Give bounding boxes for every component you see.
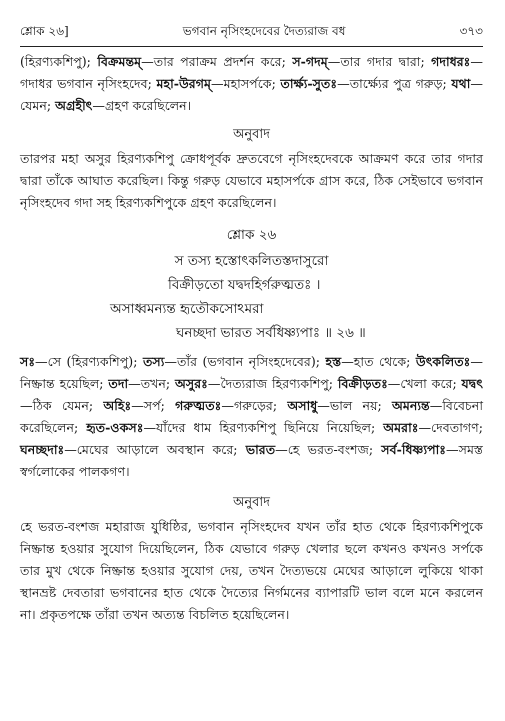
synonym-word: অহিঃ [103,398,132,413]
synonym-meaning: —সে (হিরণ্যকশিপু); [35,354,143,369]
synonym-meaning: —যেমন; [20,76,484,113]
verse-line-3: অসাধ্বমন্যন্ত হৃতৌকসোঽমরা [110,301,264,317]
synonym-word: বিক্রমন্তম্ [97,54,142,69]
synonym-meaning: —হে ভরত-বংশজ; [275,442,382,457]
synonym-word: ভারত [245,442,276,457]
synonyms-verse [20,351,483,483]
synonym-word: অমন্যন্ত [391,398,430,413]
verse-reference: শ্লোক ২৬] [20,24,69,38]
verse-line-4: ঘনচ্ছদা ভারত সর্বধিষ্ণ্যপাঃ ॥ ২৬ ॥ [176,325,366,341]
synonym-word: অসাধু [287,398,318,413]
synonym-meaning: —গরুড়ের; [221,398,288,413]
synonym-meaning: —মহাসর্পকে; [210,76,281,91]
synonym-word: যথা [451,76,471,91]
verse-text [20,249,483,345]
synonym-word: যদ্বৎ [461,376,484,391]
synonym-meaning: —দেবতাগণ; [418,420,483,435]
synonym-meaning: —হাত থেকে; [341,354,416,369]
synonym-meaning: —নিষ্ক্রান্ত হয়েছিল; [20,354,483,391]
synonym-word: অগ্রহীৎ [55,98,93,113]
synonym-word: তস্য [142,354,165,369]
synonym-word: গদাধরঃ [431,54,471,69]
synonym-word: মহা-উরগম্ [156,76,211,91]
page-number: ৩৭৩ [459,24,483,38]
synonym-word: ঘনচ্ছদাঃ [20,442,65,457]
synonym-meaning: —খেলা করে; [387,376,462,391]
synonym-meaning: (হিরণ্যকশিপু); [20,54,98,69]
translation-heading-1: অনুবাদ [233,127,270,142]
translation-text-1: তারপর মহা অসুর হিরণ্যকশিপু ক্রোধপূর্বক দ্রুতবেগে নৃসিংহদেবকে আক্রমণ করে তার গদার দ্বারা তাঁকে আঘাত করেছিল। কিন্তু গরুড় যেভাবে মহাসর্পকে গ্রাস করে, ঠিক সেইভাবে ভগবান নৃসিংহদেব গদা সহ হিরণ্যকশিপুকে গ্রহণ করেছিলেন। [20,151,483,210]
synonym-meaning: —গ্রহণ করেছিলেন। [92,98,192,113]
synonym-meaning: —ভাল নয়; [317,398,392,413]
synonym-word: অমরাঃ [383,420,419,435]
translation-text-2: হে ভরত-বংশজ মহারাজ যুধিষ্ঠির, ভগবান নৃসিংহদেব যখন তাঁর হাত থেকে হিরণ্যকশিপুকে নিষ্ক্রান্ত হওয়ার সুযোগ দিয়েছিলেন, ঠিক যেভাবে গরুড় খেলার ছলে কখনও কখনও সর্পকে তার মুখ থেকে নিষ্ক্রান্ত হওয়ার সুযোগ দেয়, তখন দৈত্যভয়ে মেঘের আড়ালে লুকিয়ে থাকা স্থানভ্রষ্ট দেবতারা ভগবানের হাত থেকে দৈত্যের নির্গমনের ব্যাপারটি ভাল বলে মনে করলেন না। প্রকৃতপক্ষে তাঁরা তখন অত্যন্ত বিচলিত হয়েছিলেন। [20,519,483,622]
synonym-meaning: —তখন; [128,376,176,391]
synonym-meaning: —তার পরাক্রম প্রদর্শন করে; [141,54,293,69]
synonym-word: সঃ [20,354,36,369]
synonym-meaning: —গদাধর ভগবান নৃসিংহদেব; [20,54,483,91]
verse-line-2: বিক্রীড়তো যদ্বদহির্গরুত্মতঃ । [168,277,321,293]
verse-heading: শ্লোক ২৬ [226,227,277,243]
synonym-word: স-গদম্ [292,54,328,69]
synonym-meaning: —দৈত্যরাজ হিরণ্যকশিপু; [207,376,338,391]
synonym-word: অসুরঃ [175,376,208,391]
synonym-word: সর্ব-ধিষ্ণ্যপাঃ [381,442,447,457]
synonym-meaning: —তার গদার দ্বারা; [327,54,432,69]
chapter-title: ভগবান নৃসিংহদেবের দৈত্যরাজ বধ [182,24,346,38]
header-rule [20,46,483,47]
verse-line-1: স তস্য হস্তোৎকলিতস্তদাসুরো [174,253,329,269]
synonym-word: উৎকলিতঃ [415,354,471,369]
synonym-word: হস্ত [325,354,342,369]
translation-heading-2: অনুবাদ [233,495,270,510]
synonym-word: গরুত্মতঃ [175,398,222,413]
synonym-meaning: —মেঘের আড়ালে অবস্থান করে; [64,442,246,457]
synonym-meaning: —তার্ক্ষ্যের পুত্র গরুড়; [337,76,452,91]
synonym-meaning: —যাঁদের ধাম হিরণ্যকশিপু ছিনিয়ে নিয়েছিল; [143,420,384,435]
synonym-meaning: —বিবেচনা করেছিলেন; [20,398,483,435]
synonym-word: হৃত-ওকসঃ [86,420,144,435]
synonym-word: বিক্রীড়তঃ [337,376,388,391]
synonym-meaning: —সর্প; [131,398,176,413]
synonym-meaning: —ঠিক যেমন; [20,398,104,413]
synonym-meaning: —তাঁর (ভগবান নৃসিংহদেবের); [164,354,326,369]
synonyms-top [20,51,483,117]
synonym-word: তদা [108,376,129,391]
synonym-word: তার্ক্ষ্য-সুতঃ [280,76,338,91]
synonym-meaning: —সমস্ত স্বর্গলোকের পালকগণ। [20,442,483,479]
running-header [20,24,483,42]
